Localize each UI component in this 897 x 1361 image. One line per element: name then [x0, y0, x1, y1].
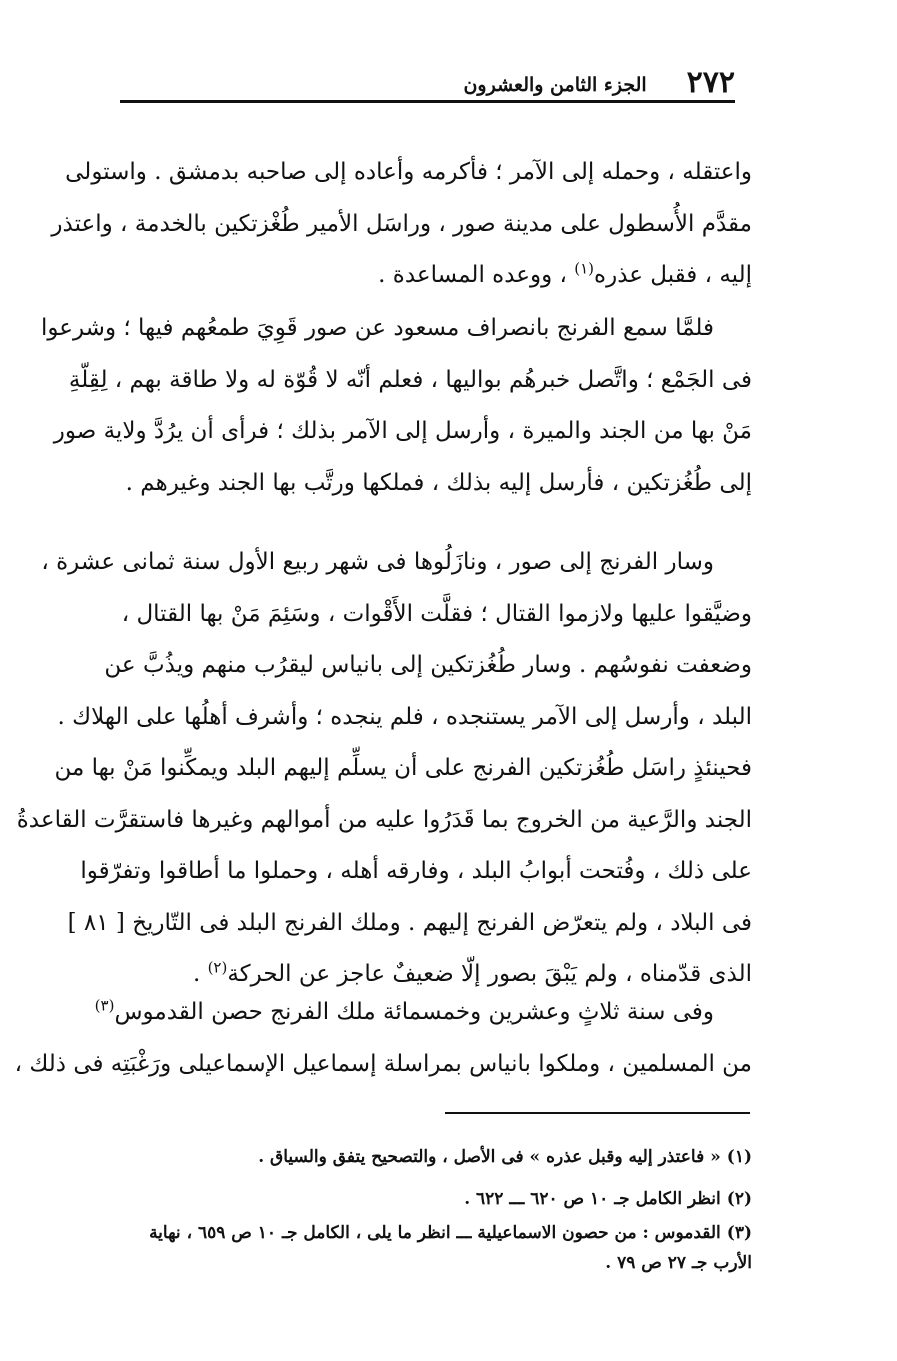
footnote-2: [132, 1184, 752, 1214]
footnotes: [132, 1142, 752, 1278]
paragraph-3: [16, 537, 752, 1001]
footnote-text: القدموس : من حصون الاسماعيلية ـــ انظر ما يلى ، الكامل جـ ١٠ ص ٦٥٩ ، نهاية: [149, 1223, 721, 1243]
text-line: [94, 987, 752, 1039]
paragraph-4: [14, 987, 752, 1090]
footnote-text: « فاعتذر إليه وقبل عذره » فى الأصل ، والتصحيح يتفق والسياق .: [258, 1147, 721, 1167]
text-line: على ذلك ، وفُتحت أبوابُ البلد ، وفارقه أهله ، وحملوا ما أطاقوا وتفرّقوا: [80, 858, 752, 884]
footnote-number: (١): [726, 1147, 752, 1167]
text-line: فى الجَمْع ؛ واتَّصل خبرهُم بواليها ، فعلم أنّه لا قُوّة له ولا طاقة بهم ، لِقِلّةِ: [68, 366, 752, 393]
text-line: من المسلمين ، وملكوا بانياس بمراسلة إسماعيل الإسماعيلى ورَغْبَتِه فى ذلك ،: [14, 1050, 752, 1077]
paragraph-1: [51, 147, 752, 302]
text-line: إلى طُغُزتكين ، فأرسل إليه بذلك ، فملكها ورتَّب بها الجند وغيرهم .: [125, 469, 752, 496]
text-line: وضعفت نفوسُهم . وسار طُغُزتكين إلى بانياس ليقرُب منهم ويذُبَّ عن: [104, 652, 752, 678]
footnote-ref-3[interactable]: (٣): [94, 996, 115, 1015]
page-header: [120, 66, 735, 103]
page-number: ٢٧٢: [686, 65, 735, 100]
text-line: واعتقله ، وحمله إلى الآمر ؛ فأكرمه وأعاده إلى صاحبه بدمشق . واستولى: [65, 159, 752, 185]
text-line: مَنْ بها من الجند والميرة ، وأرسل إلى الآمر بذلك ؛ فرأى أن يرُدَّ ولاية صور: [53, 418, 752, 444]
text-segment: وفى سنة ثلاثٍ وعشرين وخمسمائة ملك الفرنج حصن القدموس: [114, 999, 714, 1025]
footnote-3: [132, 1218, 752, 1278]
paragraph-2: [40, 303, 752, 509]
running-title: الجزء الثامن والعشرون: [463, 74, 647, 96]
text-line: فى البلاد ، ولم يتعرّض الفرنج إليهم . وملك الفرنج البلد فى التّاريخ [ ٨١ ]: [67, 909, 752, 936]
text-line: الجند والرَّعية من الخروج بما قَدَرُوا عليه من أموالهم وغيرها فاستقرَّت القاعدةُ: [16, 806, 752, 833]
text-line: [122, 250, 752, 302]
footnote-number: (٣): [726, 1223, 752, 1243]
text-segment: الذى قدّمناه ، ولم يَبْقَ بصور إلّا ضعيفٌ عاجز عن الحركة: [227, 961, 752, 987]
footnote-continuation: الأرب جـ ٢٧ ص ٧٩ .: [605, 1253, 752, 1273]
footnote-divider: [445, 1112, 750, 1114]
footnote-text: انظر الكامل جـ ١٠ ص ٦٢٠ ـــ ٦٢٢ .: [464, 1189, 721, 1209]
footnote-ref-2[interactable]: (٢): [207, 958, 228, 977]
text-line: فلمَّا سمع الفرنج بانصراف مسعود عن صور قَوِيَ طمعُهم فيها ؛ وشرعوا: [40, 315, 714, 341]
text-line: وضيَّقوا عليها ولازموا القتال ؛ فقلَّت الأَقْوات ، وسَئِمَ مَنْ بها القتال ،: [121, 600, 752, 627]
text-line: البلد ، وأرسل إلى الآمر يستنجده ، فلم ينجده ؛ وأشرف أهلُها على الهلاك .: [57, 703, 752, 730]
text-segment: ، ووعده المساعدة .: [378, 262, 567, 288]
footnote-1: [132, 1142, 752, 1172]
text-segment: إليه ، فقبل عذره: [594, 262, 752, 288]
text-line: وسار الفرنج إلى صور ، ونازَلُوها فى شهر ربيع الأول سنة ثمانى عشرة ،: [41, 549, 714, 575]
text-segment: .: [192, 961, 201, 987]
text-line: مقدَّم الأُسطول على مدينة صور ، وراسَل الأمير طُغْزتكين بالخدمة ، واعتذر: [51, 210, 752, 237]
footnote-ref-1[interactable]: (١): [574, 259, 595, 278]
text-line: فحينئذٍ راسَل طُغُزتكين الفرنج على أن يسلِّم إليهم البلد ويمكِّنوا مَنْ بها من: [54, 755, 752, 781]
footnote-number: (٢): [726, 1189, 752, 1209]
